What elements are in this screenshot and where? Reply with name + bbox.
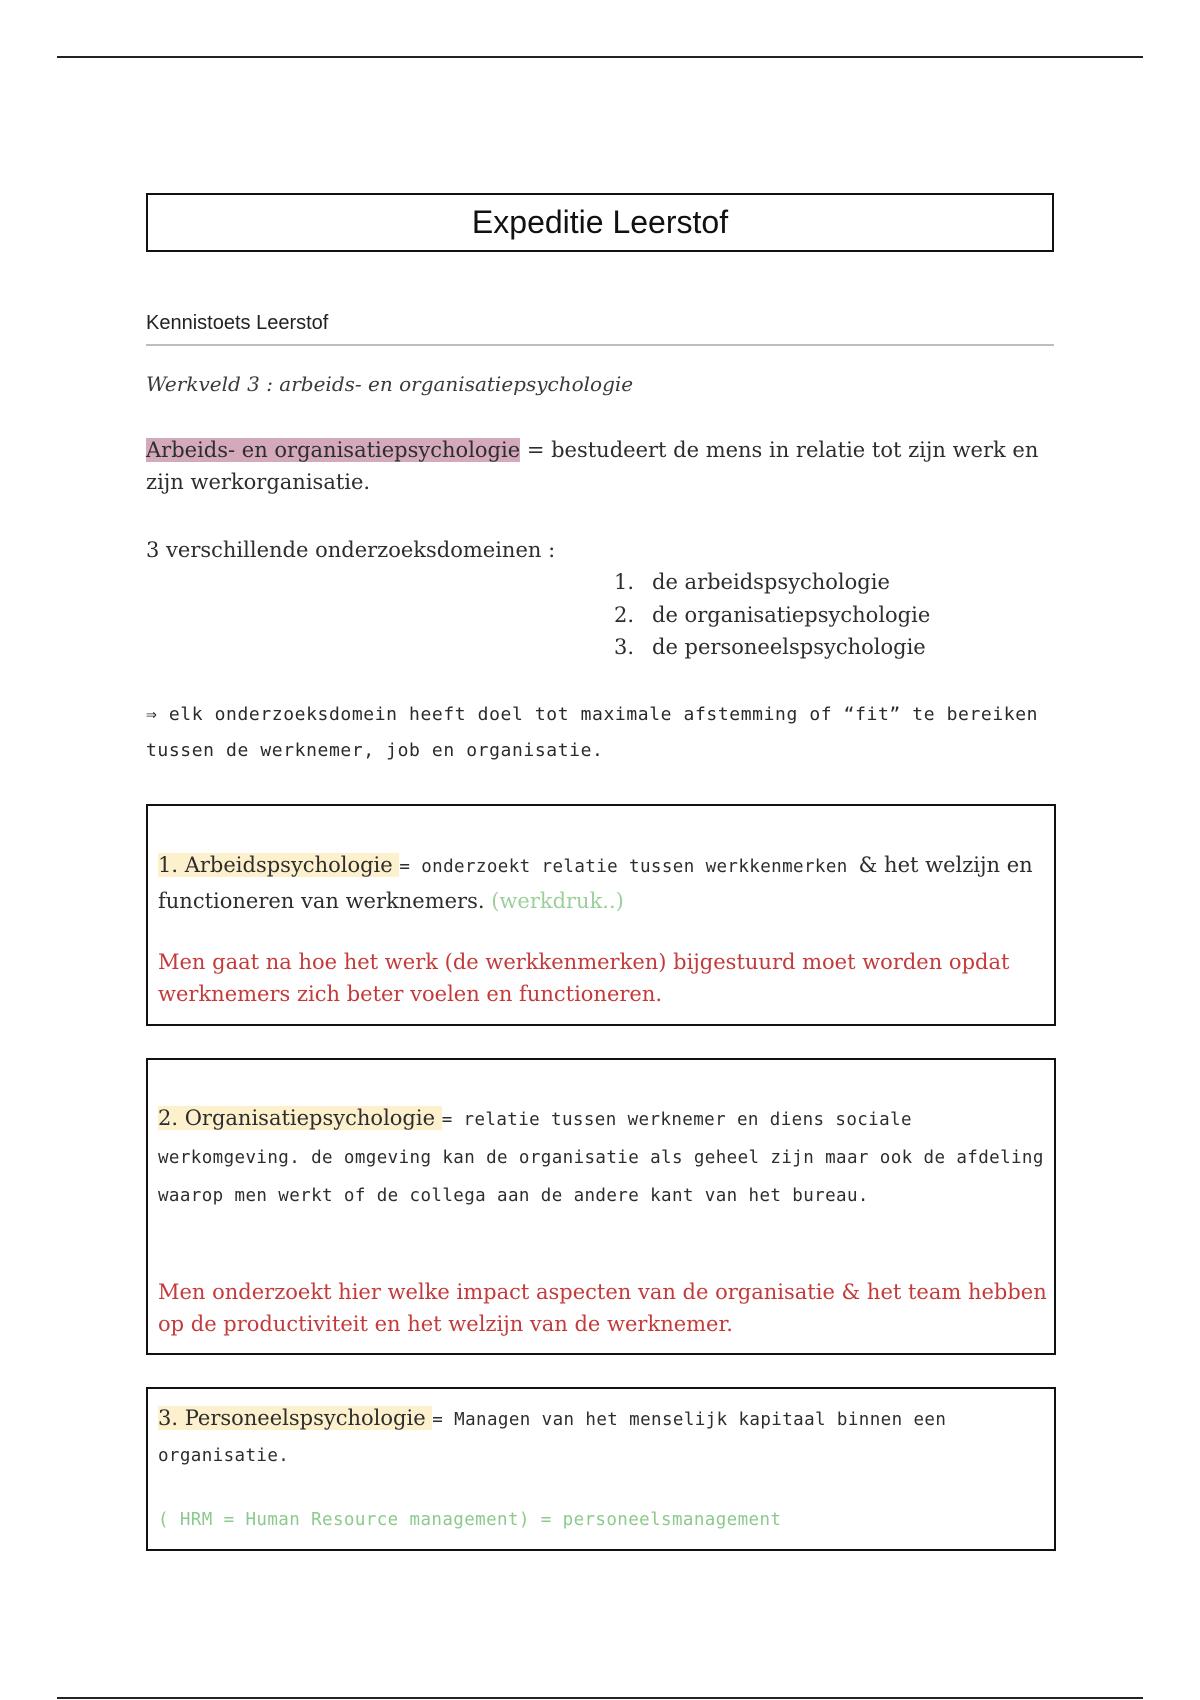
list-item-label: de arbeidspsychologie bbox=[652, 570, 890, 594]
arbeid-definition bbox=[158, 848, 1048, 918]
domains-intro: 3 verschillende onderzoeksdomeinen : bbox=[146, 538, 556, 562]
personeel-term: 3. Personeelspsychologie bbox=[158, 1406, 433, 1430]
arbeid-rest-text: & het welzijn en functioneren van werknemers. bbox=[158, 853, 1033, 913]
personeelspsychologie-box bbox=[146, 1387, 1056, 1551]
title-box bbox=[146, 193, 1054, 252]
domains-list bbox=[614, 566, 930, 664]
list-item-number: 1. bbox=[614, 570, 635, 594]
arbeid-hint: (werkdruk..) bbox=[491, 889, 624, 913]
definition-text: = bestudeert de mens in relatie tot zijn werk en zijn werkorganisatie. bbox=[146, 438, 1039, 494]
organisatiepsychologie-box bbox=[146, 1058, 1056, 1355]
list-item-label: de personeelspsychologie bbox=[652, 635, 926, 659]
arbeid-note: Men gaat na hoe het werk (de werkkenmerken) bijgestuurd moet worden opdat werknemers zich beter voelen en functioneren. bbox=[158, 950, 1010, 1006]
arbeid-term: 1. Arbeidspsychologie bbox=[158, 853, 400, 877]
personeel-definition bbox=[158, 1401, 1048, 1473]
definition-term: Arbeids- en organisatiepsychologie bbox=[146, 438, 521, 462]
page-bottom-rule bbox=[57, 1697, 1143, 1699]
organisatie-mono-text: = relatie tussen werknemer en diens sociale werkomgeving. de omgeving kan de organisatie als geheel zijn maar ook de afdeling waarop men werkt of de collega aan de andere kant van het bureau. bbox=[158, 1110, 1044, 1206]
list-item bbox=[614, 566, 930, 599]
organisatie-term: 2. Organisatiepsychologie bbox=[158, 1106, 442, 1130]
document-title: Expeditie Leerstof bbox=[471, 204, 729, 240]
list-item-number: 2. bbox=[614, 602, 635, 627]
organisatie-definition bbox=[158, 1100, 1048, 1214]
definition-paragraph bbox=[146, 434, 1066, 498]
werkveld-heading: Werkveld 3 : arbeids- en organisatiepsychologie bbox=[146, 372, 634, 396]
document-subtitle: Kennistoets Leerstof bbox=[146, 312, 1054, 346]
organisatie-note: Men onderzoekt hier welke impact aspecten van de organisatie & het team hebben op de productiviteit en het welzijn van de werknemer. bbox=[158, 1280, 1047, 1336]
list-item bbox=[614, 631, 930, 664]
personeel-hint: ( HRM = Human Resource management) = personeelsmanagement bbox=[158, 1510, 782, 1530]
page-top-rule bbox=[57, 56, 1143, 58]
list-item-number: 3. bbox=[614, 635, 635, 659]
personeel-mono-text: = Managen van het menselijk kapitaal binnen een organisatie. bbox=[158, 1410, 947, 1466]
list-item bbox=[614, 599, 930, 632]
arbeidspsychologie-box bbox=[146, 804, 1056, 1026]
arbeid-mono-text: = onderzoekt relatie tussen werkkenmerken bbox=[399, 857, 859, 877]
list-item-label: de organisatiepsychologie bbox=[652, 602, 931, 627]
fit-note: ⇒ elk onderzoeksdomein heeft doel tot maximale afstemming of “fit” te bereiken tussen de werknemer, job en organisatie. bbox=[146, 704, 1039, 761]
